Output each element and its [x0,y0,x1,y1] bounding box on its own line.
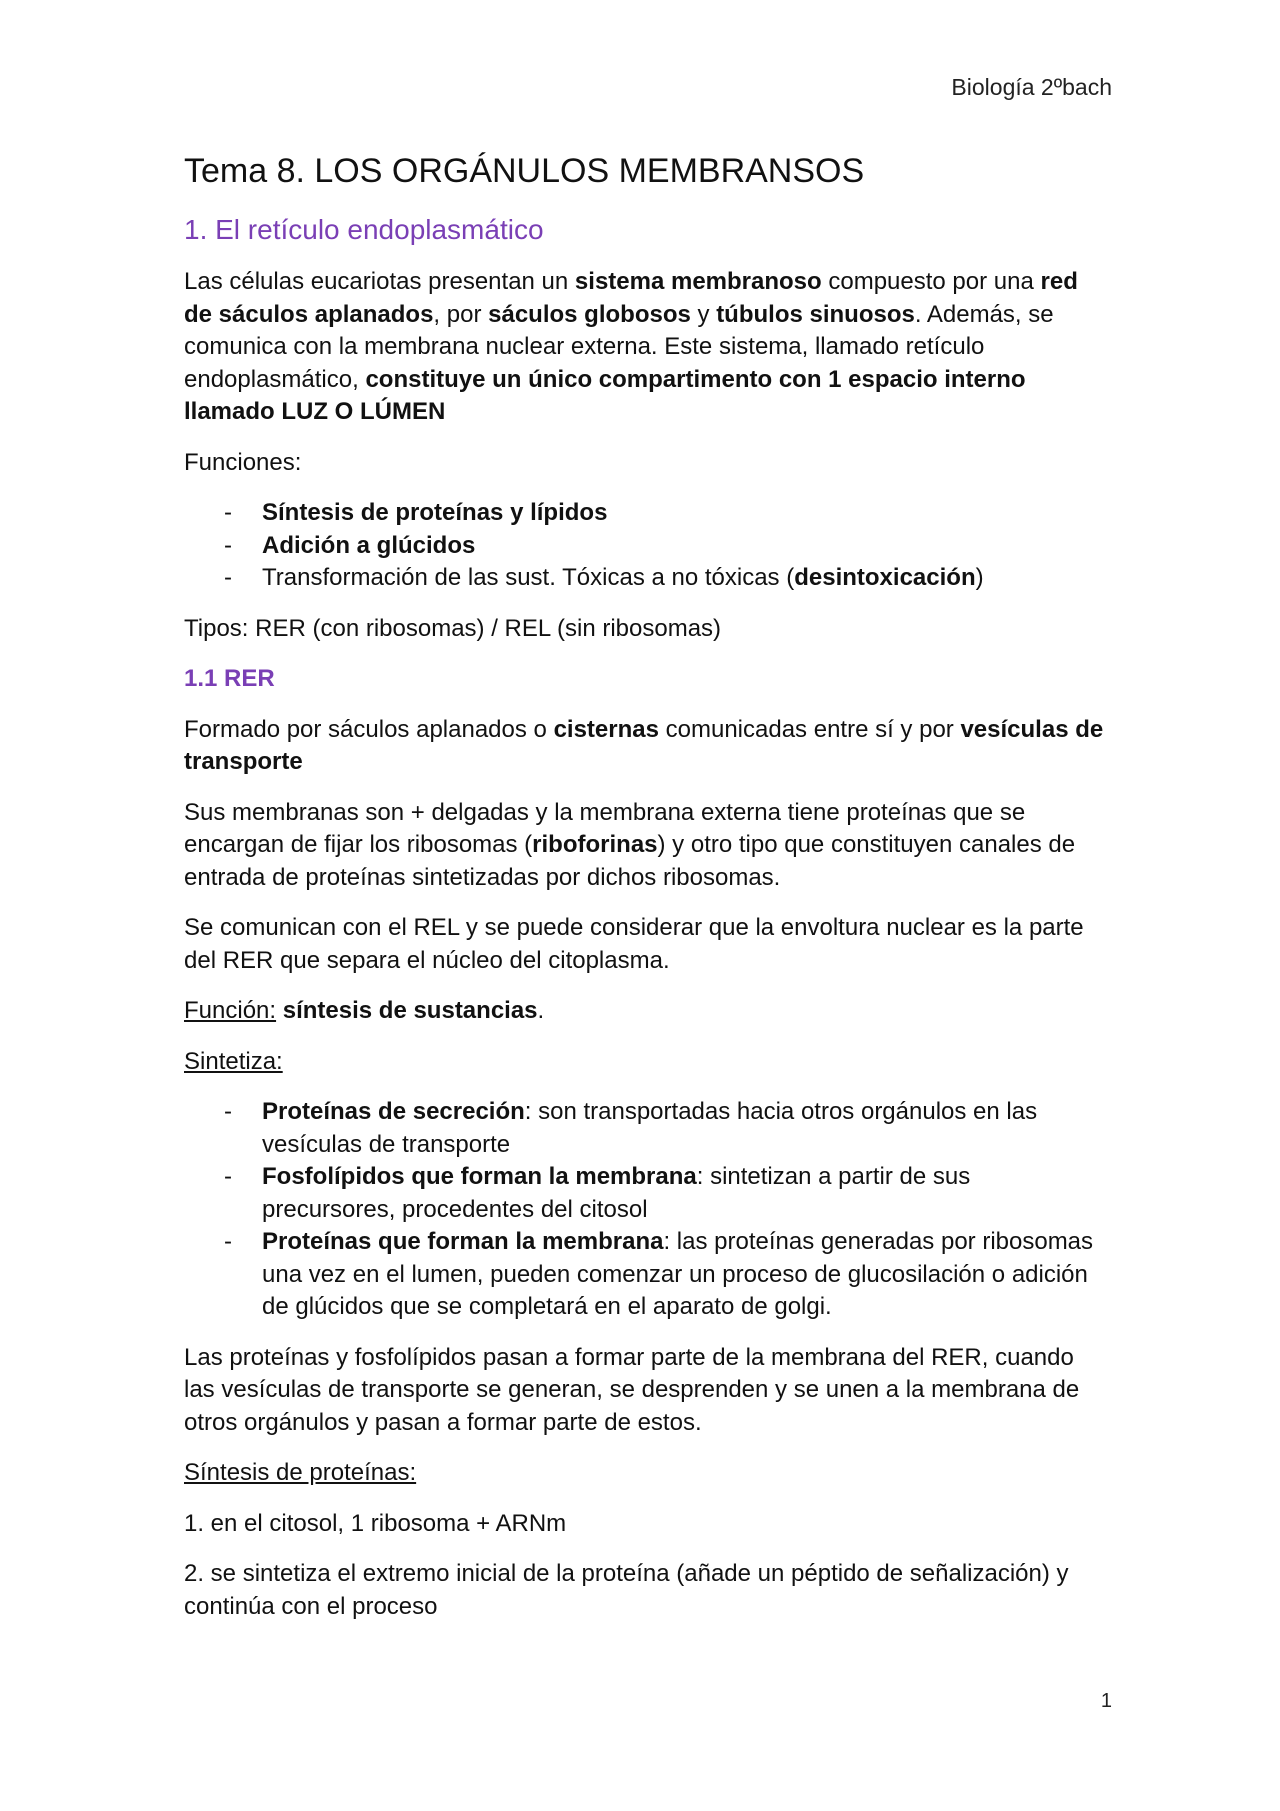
text: Sus membranas son + delgadas y la membrana externa tiene proteínas que se encargan de fijar los ribosomas ( [184,798,1026,858]
text: . [537,997,545,1024]
text: ) [975,564,984,591]
list-item [184,1096,1104,1161]
types-paragraph: Tipos: RER (con ribosomas) / REL (sin ribosomas) [184,614,722,642]
bullet-dash: - [224,1098,232,1125]
bold-text: Adición a glúcidos [262,531,476,559]
text: compuesto por una [821,268,1041,295]
synth-list [184,1096,1104,1324]
bullet-dash: - [224,1163,232,1190]
text: Las células eucariotas presentan un [184,268,575,295]
text: Transformación de las sust. Tóxicas a no tóxicas ( [262,564,795,591]
synth-label [184,1046,1104,1079]
bold-text: constituye un único compartimento con 1 espacio interno llamado LUZ O LÚMEN [184,365,1026,425]
functions-list [184,497,1104,595]
bullet-dash: - [224,1228,232,1255]
bold-text: red de sáculos aplanados [184,268,1078,328]
functions-label: Funciones: [184,448,302,476]
intro-paragraph [184,266,1104,429]
bold-text: desintoxicación [794,564,976,591]
underlined-label: Función: [184,997,277,1024]
page-number: 1 [1100,1690,1112,1712]
text: Formado por sáculos aplanados o [184,715,554,743]
rer-paragraph-4: Las proteínas y fosfolípidos pasan a formar parte de la membrana del RER, cuando las vesículas de transporte se generan, se desprenden y se unen a la membrana de otros orgánulos y pasan a formar parte de estos. [184,1343,1080,1436]
course-header: Biología 2ºbach [951,74,1112,100]
subsection-heading-rer: 1.1 RER [184,665,275,692]
bullet-dash: - [224,531,232,559]
rer-paragraph-3: Se comunican con el REL y se puede considerar que la envoltura nuclear es la parte del RER que separa el núcleo del citoplasma. [184,914,1084,974]
bold-text: Proteínas de secreción [262,1098,525,1125]
text: comunicadas entre sí y por [658,715,961,743]
list-item [184,562,1104,595]
bullet-dash: - [224,499,232,526]
bold-text: vesículas de transporte [184,715,1104,775]
protein-synth-step-1: 1. en el citosol, 1 ribosoma + ARNm [184,1509,567,1537]
section-heading-reticulo: 1. El retículo endoplasmático [184,214,544,245]
underlined-label: Síntesis de proteínas: [184,1459,417,1486]
text: ) y otro tipo que constituyen canales de entrada de proteínas sintetizadas por dichos ribosomas. [184,831,1076,891]
document-body [184,266,1104,1641]
bold-text: sistema membranoso [574,268,822,295]
rer-function [184,995,1104,1028]
protein-synth-label [184,1457,1104,1490]
rer-paragraph-1 [184,714,1104,779]
text: : son transportadas hacia otros orgánulos en las vesículas de transporte [262,1098,1038,1158]
rer-paragraph-2 [184,797,1104,895]
bold-text: sáculos globosos [488,300,691,328]
bold-text: túbulos sinuosos [716,300,915,328]
bold-text: Síntesis de proteínas y lípidos [262,499,608,526]
list-item [184,1161,1104,1226]
bullet-dash: - [224,564,232,591]
text: : sintetizan a partir de sus precursores, procedentes del citosol [262,1163,971,1223]
text: . Además, se comunica con la membrana nuclear externa. Este sistema, llamado retículo endoplasmático, [184,300,1054,393]
bold-text: Proteínas que forman la membrana [262,1228,664,1255]
bold-text: riboforinas [532,831,658,858]
page-title: Tema 8. LOS ORGÁNULOS MEMBRANSOS [184,152,865,190]
bold-text: síntesis de sustancias [282,997,538,1024]
list-item [184,497,1104,530]
text: , por [433,300,489,328]
list-item [184,1226,1104,1324]
text: : las proteínas generadas por ribosomas una vez en el lumen, pueden comenzar un proceso de glucosilación o adición de glúcidos que se completará en el aparato de golgi. [262,1228,1094,1320]
underlined-label: Sintetiza: [184,1047,283,1075]
list-item [184,530,1104,563]
text: y [690,300,717,328]
protein-synth-step-2: 2. se sintetiza el extremo inicial de la proteína (añade un péptido de señalización) y continúa con el proceso [184,1560,1069,1620]
bold-text: Fosfolípidos que forman la membrana [262,1163,697,1190]
bold-text: cisternas [553,715,659,743]
